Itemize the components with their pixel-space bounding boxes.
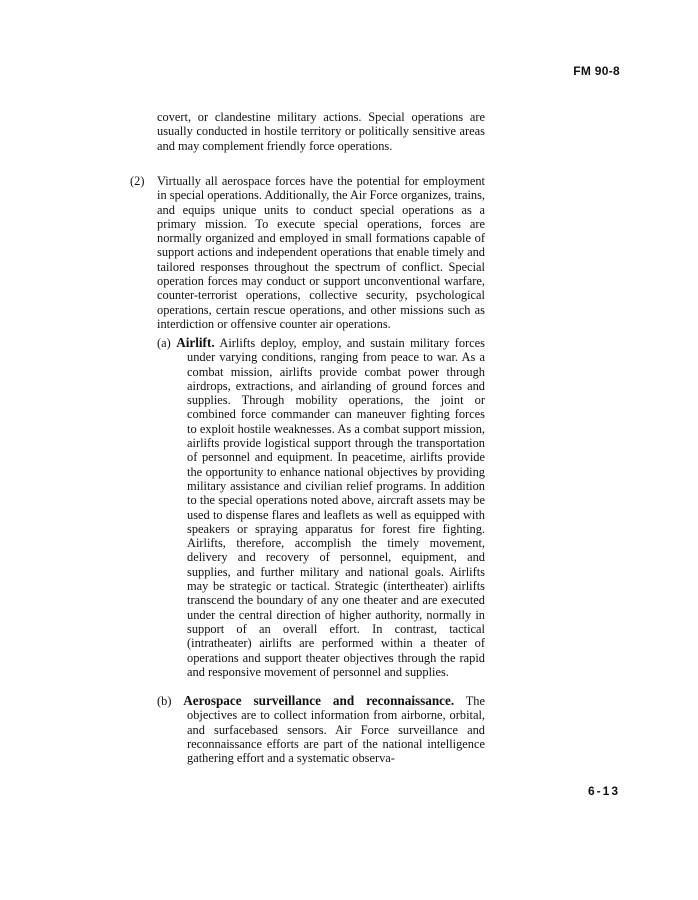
paragraph-b-heading: Aerospace surveillance and reconnaissance. <box>183 693 455 708</box>
page-number-footer: 6-13 <box>587 784 620 798</box>
paragraph-a-heading: Airlift. <box>176 335 215 350</box>
paragraph-b-surveillance <box>157 694 485 765</box>
paragraph-a-text: Airlifts deploy, employ, and sustain military forces under varying conditions, ranging from peace to war. As a combat mission, airlifts provide combat power through airdrops, extractions, and airlanding of ground forces and supplies. Through mobility operations, the joint or combined force commander can maneuver fighting forces to exploit hostile weaknesses. As a combat support mission, airlifts provide logistical support through the transportation of personnel and equipment. In peacetime, airlifts provide the opportunity to enhance national objectives by providing military assistance and civilian relief programs. In addition to the special operations noted above, aircraft assets may be used to dispense flares and leaflets as well as equipped with speakers or spraying apparatus for forest fire fighting. Airlifts, therefore, accomplish the timely movement, delivery and recovery of personnel, equipment, and supplies, and further military and national goals. Airlifts may be strategic or tactical. Strategic (intertheater) airlifts transcend the boundary of any one theater and are executed under the central direction of higher authority, normally in support of an overall effort. In contrast, tactical (intratheater) airlifts are performed within a theater of operations and support theater objectives through the rapid and responsive movement of personnel and supplies. <box>187 336 485 679</box>
paragraph-a-airlift <box>157 336 485 679</box>
paragraph-2-text: Virtually all aerospace forces have the potential for employment in special operations. Additionally, the Air Force organizes, trains, and equips unique units to conduct special operations as a primary mission. To execute special operations, forces are normally organized and employed in small formations capable of support actions and independent operations that enable timely and tailored responses throughout the spectrum of conflict. Special operation forces may conduct or support unconventional warfare, counter-terrorist operations, collective security, psychological operations, certain rescue operations, and other missions such as interdiction or offensive counter air operations. <box>157 174 485 331</box>
paragraph-b-label: (b) <box>157 694 172 708</box>
paragraph-a-label: (a) <box>157 336 171 350</box>
paragraph-2-label: (2) <box>130 174 145 188</box>
document-number-header: FM 90-8 <box>573 64 620 78</box>
paragraph-b-text: The objectives are to collect information from airborne, orbital, and surfacebased sensors. Air Force surveillance and reconnaissance efforts are part of the national intelligence gathering effort and a systematic observa- <box>187 694 485 766</box>
continuation-paragraph: covert, or clandestine military actions. Special operations are usually conducted in hostile territory or politically sensitive areas and may complement friendly force operations. <box>157 110 485 153</box>
paragraph-2 <box>130 174 485 331</box>
